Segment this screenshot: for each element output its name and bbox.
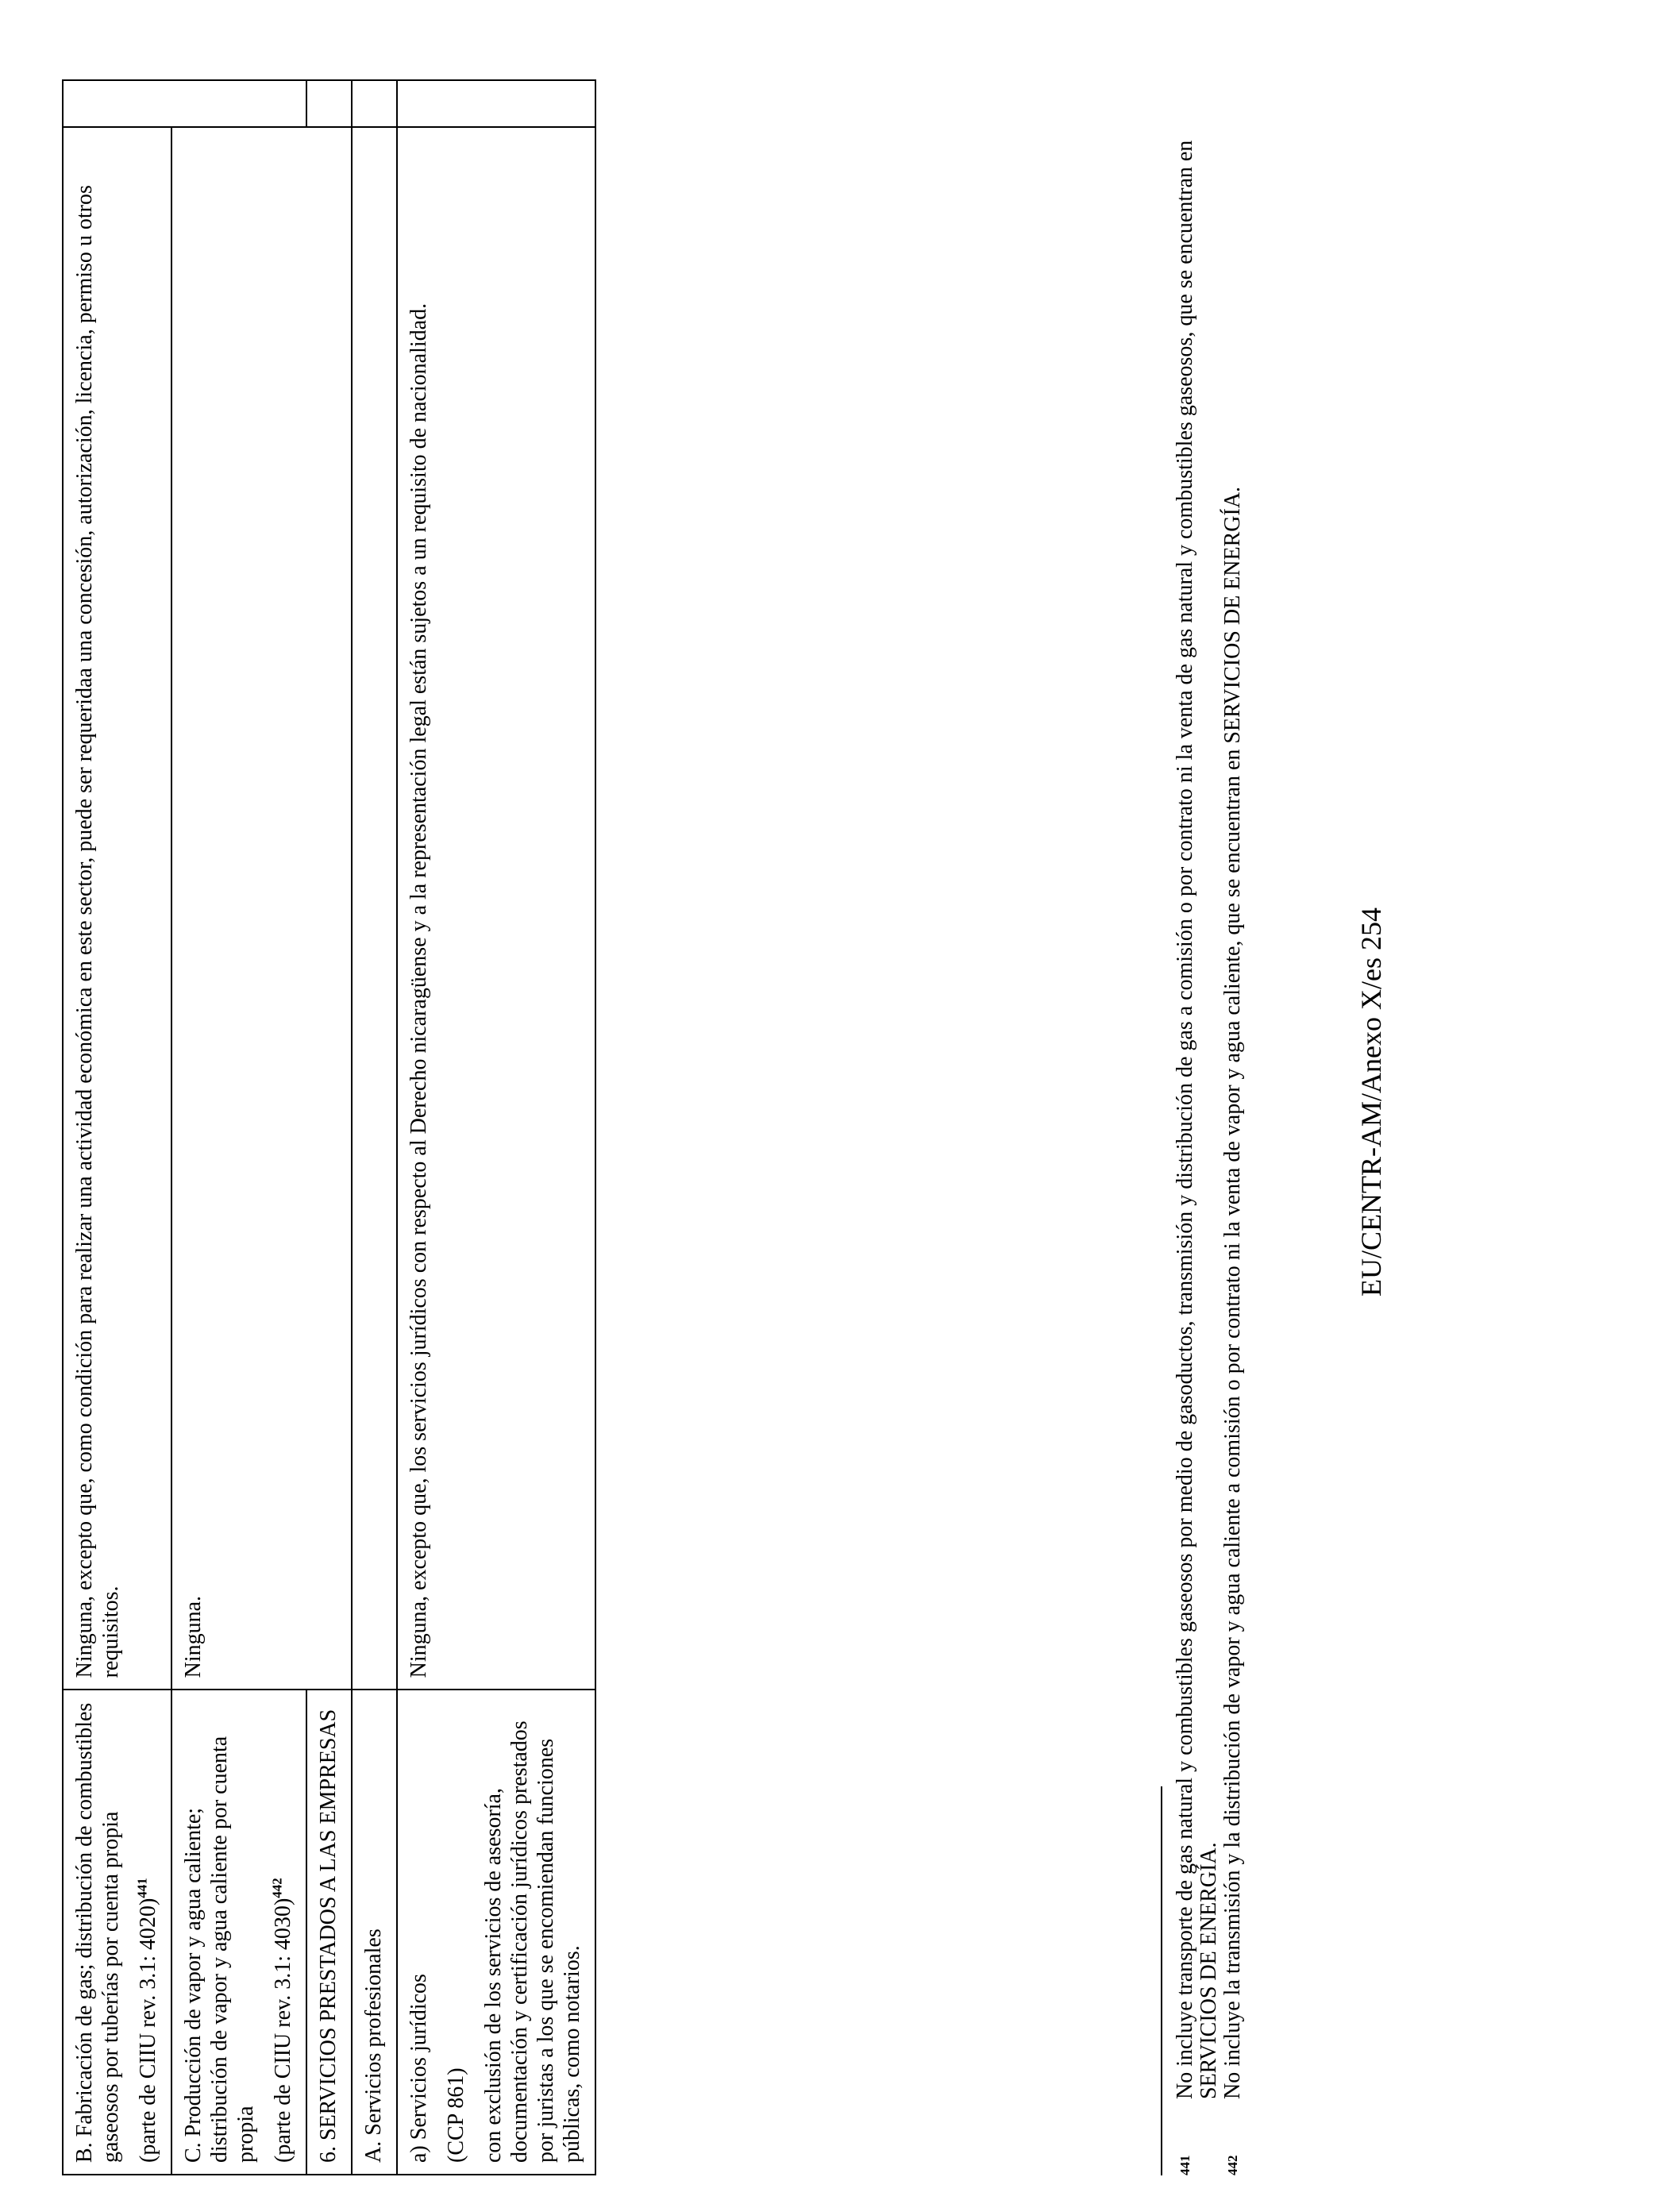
classification-text: (parte de CIIU rev. 3.1: 4030)	[271, 1898, 296, 2163]
empty-cell	[352, 80, 397, 127]
commitments-table	[62, 79, 596, 2175]
classification-text: (parte de CIIU rev. 3.1: 4020)	[136, 1898, 161, 2163]
sector-classification: (CCP 861)	[444, 2067, 469, 2163]
footnote-text: No incluye transporte de gas natural y combustibles gaseosos por medio de gasoductos, transmisión y distribución de gas a comisión o por contrato ni la venta de gas natural y combustibles gaseosos, que se encuentran en SERVICIOS DE ENERGÍA.	[1173, 140, 1222, 2099]
reservation-text: Ninguna.	[181, 1595, 206, 1678]
table-row	[63, 80, 171, 2175]
table-row	[352, 80, 397, 2175]
footnote-separator	[1161, 1786, 1162, 2175]
sector-exclusion: con exclusión de los servicios de asesoría, documentación y certificación jurídicos prestados por juristas a los que se encomiendan funciones públicas, como notarios.	[481, 1720, 585, 2163]
sector-cell	[63, 1690, 171, 2175]
subsection-heading: A. Servicios profesionales	[352, 1690, 397, 2175]
footnote	[1221, 79, 1245, 2175]
footnotes	[1173, 79, 1246, 2175]
sector-cell	[397, 1690, 595, 2175]
empty-cell	[352, 127, 397, 1690]
reservation-cell	[63, 127, 171, 1690]
sector-name: C. Producción de vapor y agua caliente; distribución de vapor y agua caliente por cuenta propia	[181, 1736, 259, 2163]
sector-name: B. Fabricación de gas; distribución de combustibles gaseosos por tuberías por cuenta propia	[72, 1702, 124, 2163]
reservation-cell	[397, 127, 595, 1690]
sector-name: a) Servicios jurídicos	[407, 1974, 432, 2163]
footnote-number: 441	[1177, 2155, 1193, 2175]
empty-cell	[63, 80, 306, 127]
table-row	[397, 80, 595, 2175]
sector-cell	[171, 1690, 306, 2175]
reservation-text: Ninguna, excepto que, como condición para realizar una actividad económica en este sector, puede ser requeridaa una concesión, autorización, licencia, permiso u otros requisitos.	[72, 185, 124, 1678]
sector-classification	[270, 1701, 296, 2163]
footnote	[1173, 79, 1221, 2175]
sector-classification	[135, 1701, 161, 2163]
section-heading: 6. SERVICIOS PRESTADOS A LAS EMPRESAS	[306, 1690, 352, 2175]
table-row	[171, 80, 306, 2175]
footnote-ref: 441	[134, 1878, 150, 1898]
empty-cell	[397, 80, 595, 127]
footnote-text: No incluye la transmisión y la distribución de vapor y agua caliente a comisión o por contrato ni la venta de vapor y agua caliente, que se encuentran en SERVICIOS DE ENERGÍA.	[1220, 486, 1246, 2099]
reservation-cell	[171, 127, 352, 1690]
reservation-text: Ninguna, excepto que, los servicios jurídicos con respecto al Derecho nicaragüense y a la representación legal están sujetos a un requisito de nacionalidad.	[407, 302, 432, 1678]
footnote-number: 442	[1225, 2155, 1241, 2175]
footnote-ref: 442	[269, 1878, 285, 1898]
empty-cell	[306, 80, 352, 127]
page-footer: EU/CENTR-AM/Anexo X/es 254	[1355, 907, 1387, 1297]
